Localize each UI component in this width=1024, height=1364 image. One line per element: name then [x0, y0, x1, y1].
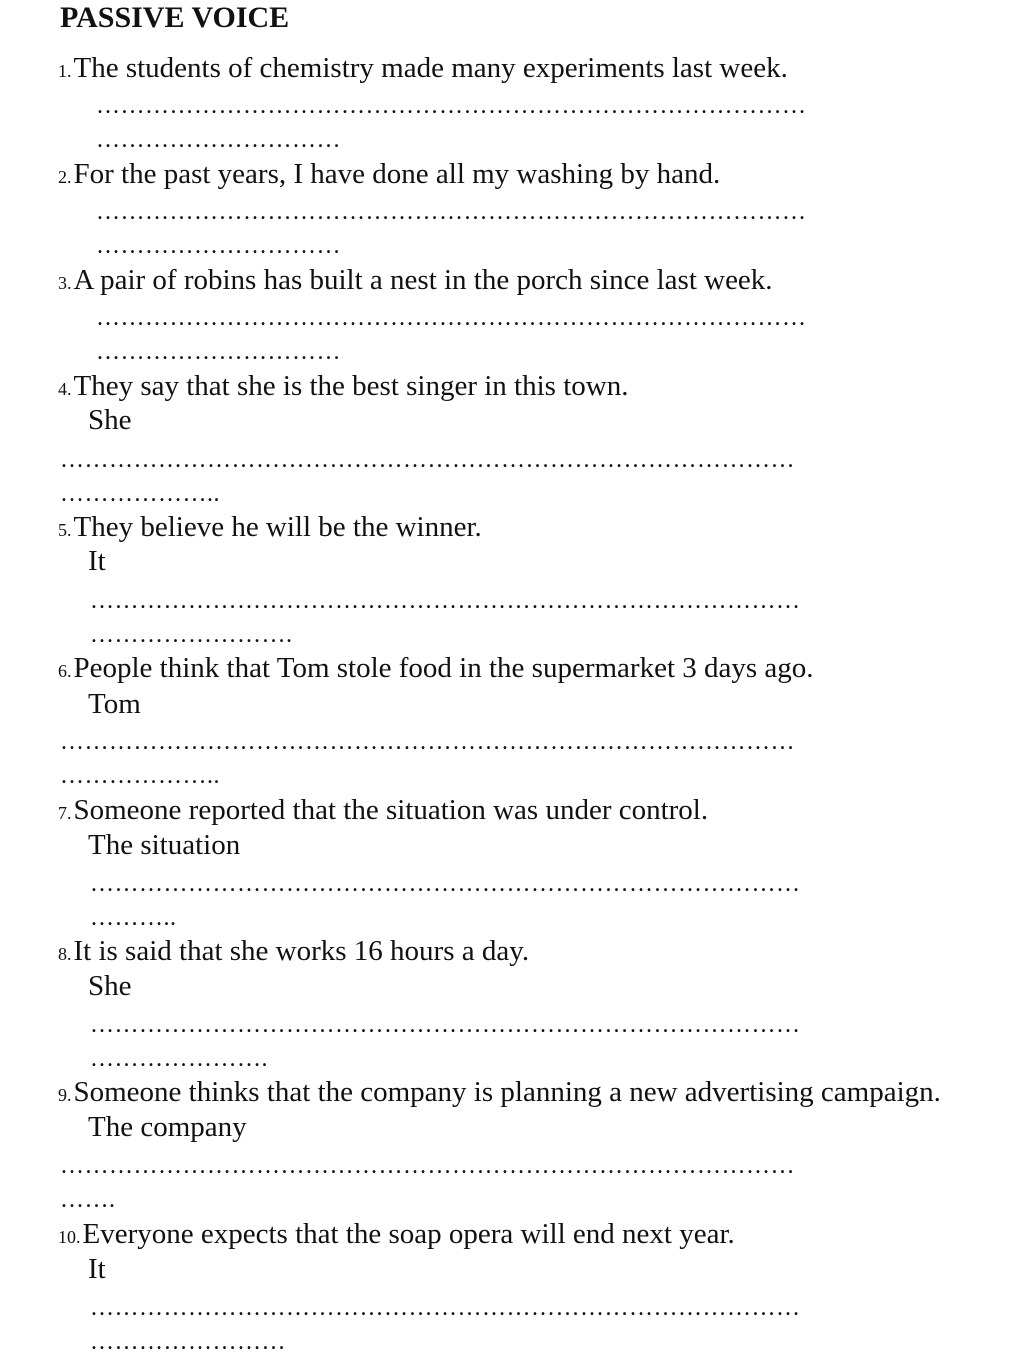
question-9-answer-line-1[interactable]: ……………………………………………………………………………… [60, 1154, 795, 1178]
question-9-number: 9. [58, 1085, 72, 1105]
question-1-answer-line-1[interactable]: …………………………………………………………………………… [96, 94, 807, 118]
question-5-number: 5. [58, 520, 72, 540]
question-9-answer-line-2[interactable]: ……. [60, 1188, 116, 1212]
page-title: PASSIVE VOICE [60, 1, 290, 34]
question-1-text: The students of chemistry made many experiments last week. [73, 52, 788, 84]
question-10-answer-line-2[interactable]: …………………… [90, 1330, 286, 1354]
question-7-text: Someone reported that the situation was under control. [73, 794, 709, 826]
question-8-sentence [58, 935, 529, 970]
question-4-number: 4. [58, 379, 72, 399]
question-7-answer-line-2[interactable]: ……….. [90, 906, 177, 930]
question-3-text: A pair of robins has built a nest in the porch since last week. [73, 264, 773, 296]
question-2-answer-line-1[interactable]: …………………………………………………………………………… [96, 200, 807, 224]
question-7-sentence [58, 794, 708, 829]
question-4-text: They say that she is the best singer in this town. [73, 370, 629, 402]
question-5-answer-line-2[interactable]: ……………………. [90, 623, 293, 647]
question-8-number: 8. [58, 944, 72, 964]
question-3-sentence [58, 264, 773, 299]
question-9-sentence [58, 1076, 941, 1111]
question-3-number: 3. [58, 273, 72, 293]
question-10-prompt: It [88, 1253, 106, 1285]
question-4-prompt: She [88, 404, 132, 436]
question-9-text: Someone thinks that the company is planning a new advertising campaign. [73, 1076, 941, 1108]
question-4-sentence [58, 370, 628, 405]
question-3-answer-line-2[interactable]: ………………………… [96, 340, 341, 364]
question-6-sentence [58, 652, 814, 687]
question-2-sentence [58, 158, 720, 193]
question-6-answer-line-1[interactable]: ……………………………………………………………………………… [60, 730, 795, 754]
question-4-answer-line-2[interactable]: ……………….. [60, 482, 220, 506]
question-5-answer-line-1[interactable]: …………………………………………………………………………… [90, 589, 801, 613]
question-5-text: They believe he will be the winner. [73, 511, 482, 543]
question-2-number: 2. [58, 167, 72, 187]
question-1-sentence [58, 52, 788, 87]
question-6-answer-line-2[interactable]: ……………….. [60, 764, 220, 788]
question-10-number: 10. [58, 1227, 81, 1247]
question-9-prompt: The company [88, 1111, 247, 1143]
question-3-answer-line-1[interactable]: …………………………………………………………………………… [96, 306, 807, 330]
question-8-prompt: She [88, 970, 132, 1002]
question-1-answer-line-2[interactable]: ………………………… [96, 128, 341, 152]
question-10-text: Everyone expects that the soap opera will end next year. [82, 1218, 735, 1250]
question-2-text: For the past years, I have done all my washing by hand. [73, 158, 721, 190]
question-8-text: It is said that she works 16 hours a day. [73, 935, 530, 967]
question-6-text: People think that Tom stole food in the supermarket 3 days ago. [73, 652, 814, 684]
question-7-number: 7. [58, 803, 72, 823]
question-10-sentence [58, 1218, 735, 1253]
question-6-prompt: Tom [88, 688, 141, 720]
question-7-prompt: The situation [88, 829, 241, 861]
question-5-sentence [58, 511, 482, 546]
question-1-number: 1. [58, 61, 72, 81]
question-4-answer-line-1[interactable]: ……………………………………………………………………………… [60, 448, 795, 472]
question-5-prompt: It [88, 545, 106, 577]
question-2-answer-line-2[interactable]: ………………………… [96, 234, 341, 258]
question-10-answer-line-1[interactable]: …………………………………………………………………………… [90, 1296, 801, 1320]
question-8-answer-line-1[interactable]: …………………………………………………………………………… [90, 1013, 801, 1037]
question-7-answer-line-1[interactable]: …………………………………………………………………………… [90, 872, 801, 896]
question-6-number: 6. [58, 661, 72, 681]
question-8-answer-line-2[interactable]: …………………. [90, 1047, 268, 1071]
